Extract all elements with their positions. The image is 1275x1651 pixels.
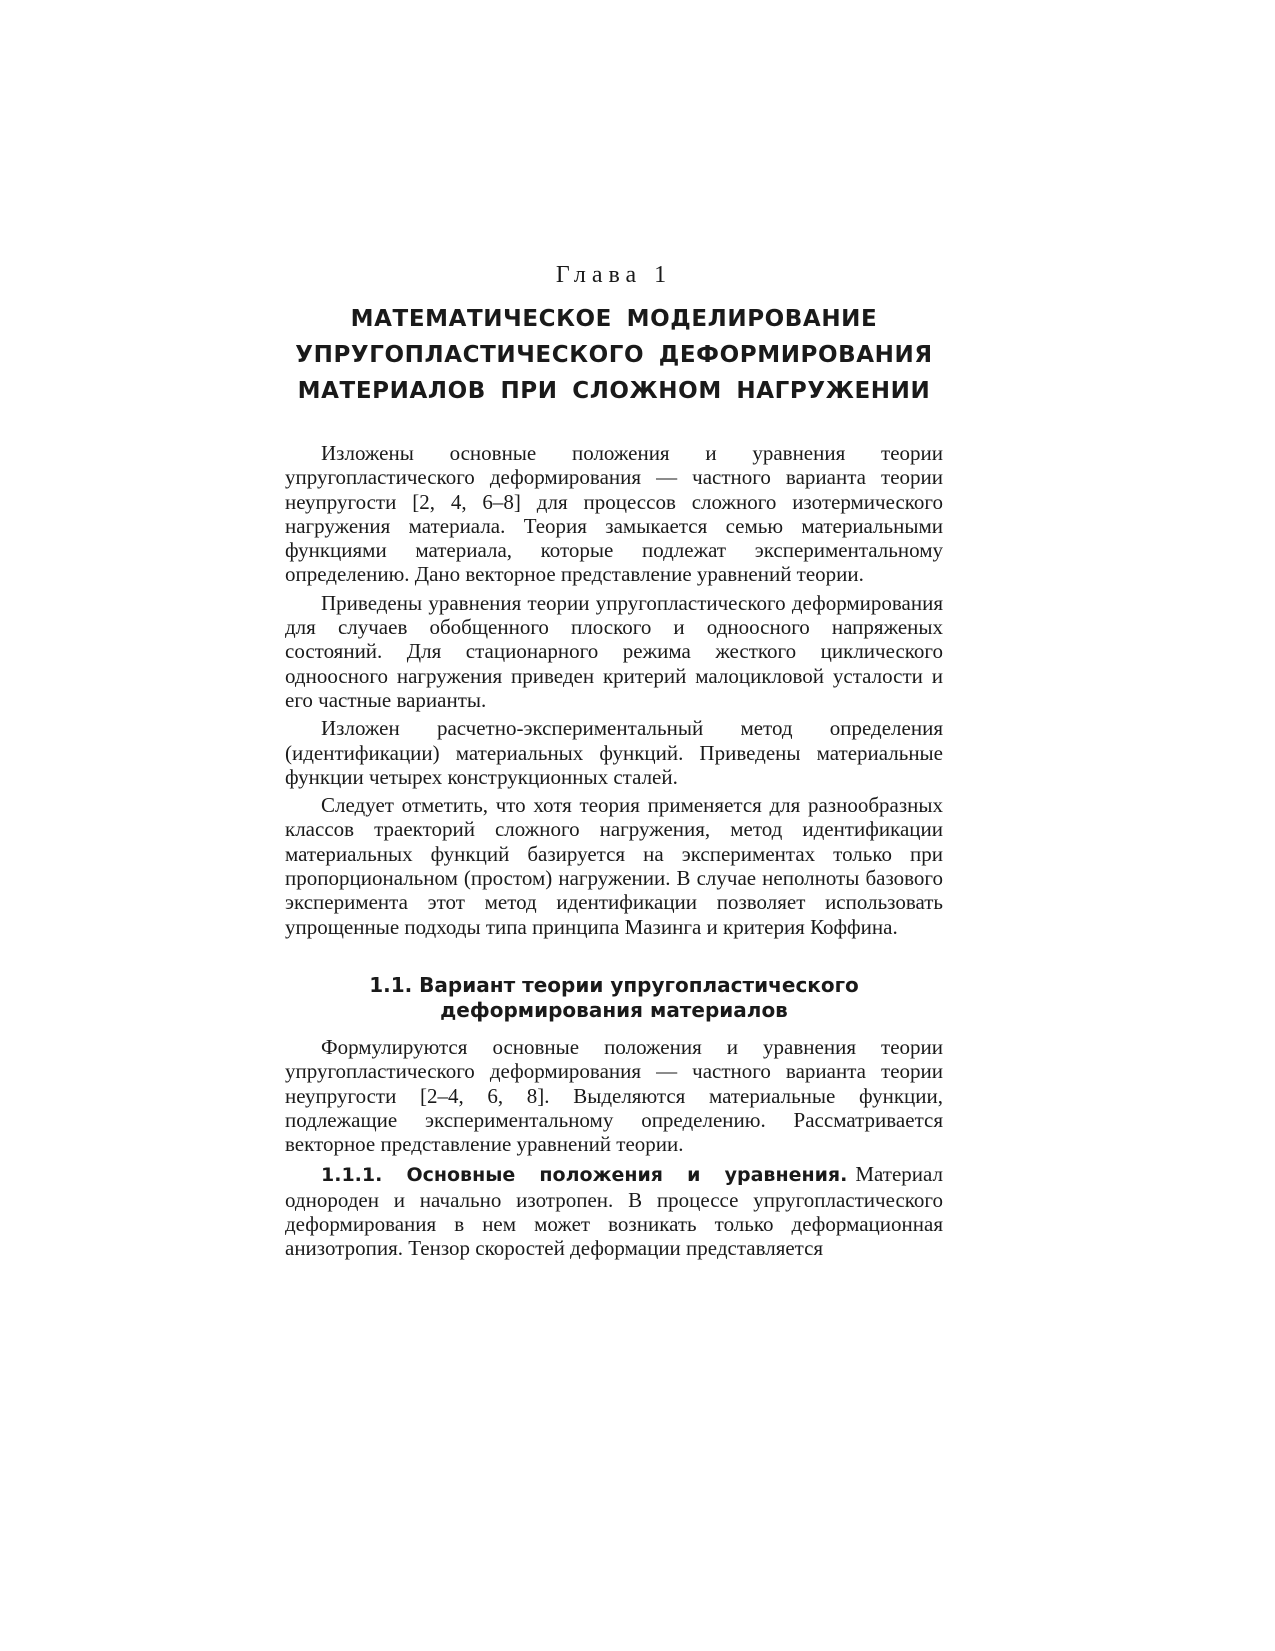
section-heading-line: 1.1. Вариант теории упругопластического <box>369 972 859 997</box>
chapter-title-line: МАТЕРИАЛОВ ПРИ СЛОЖНОМ НАГРУЖЕНИИ <box>297 378 931 404</box>
chapter-title-line: МАТЕМАТИЧЕСКОЕ МОДЕЛИРОВАНИЕ <box>350 306 878 332</box>
section-intro: Формулируются основные положения и уравнения теории упругопластического деформирования — частного варианта теории неупругости [2–4, 6, 8]. Выделяются материальные функции, подлежащие экспериментальному определению. Рассматривается векторное представление уравнений теории. <box>285 1034 943 1157</box>
abstract-paragraph: Изложены основные положения и уравнения теории упругопластического деформирования — частного варианта теории неупругости [2, 4, 6–8] для процессов сложного изотермического нагружения материала. Теория замыкается семью материальными функциями материала, которые подлежат экспериментальному определению. Дано векторное представление уравнений теории. <box>285 441 943 587</box>
chapter-title <box>285 301 943 409</box>
subsection-heading: 1.1.1. Основные положения и уравнения. <box>321 1164 848 1187</box>
chapter-label: Глава 1 <box>555 262 673 288</box>
subsection-text: Материал однороден и начально изотропен. В процессе упругопластического деформирования в нем может возникать только деформационная анизотропия. Тензор скоростей деформации представляется <box>285 1162 943 1261</box>
page <box>285 262 943 1261</box>
section-heading-line: деформирования материалов <box>440 997 788 1022</box>
abstract-paragraph: Приведены уравнения теории упругопластического деформирования для случаев обобщенного плоского и одноосного напряженых состояний. Для стационарного режима жесткого циклического одноосного нагружения приведен критерий малоцикловой усталости и его частные варианты. <box>285 590 943 712</box>
section-heading <box>285 973 943 1023</box>
abstract-paragraph: Изложен расчетно-экспериментальный метод определения (идентификации) материальных функций. Приведены материальные функции четырех конструкционных сталей. <box>285 716 943 789</box>
chapter-abstract <box>285 441 943 939</box>
section-body <box>285 1035 943 1261</box>
chapter-title-line: УПРУГОПЛАСТИЧЕСКОГО ДЕФОРМИРОВАНИЯ <box>295 342 933 368</box>
subsection-paragraph <box>285 1162 943 1260</box>
abstract-paragraph: Следует отметить, что хотя теория применяется для разнообразных классов траекторий сложного нагружения, метод идентификации материальных функций базируется на экспериментах только при пропорциональном (простом) нагружении. В случае неполноты базового эксперимента этот метод идентификации позволяет использовать упрощенные подходы типа принципа Мазинга и критерия Коффина. <box>285 793 943 939</box>
